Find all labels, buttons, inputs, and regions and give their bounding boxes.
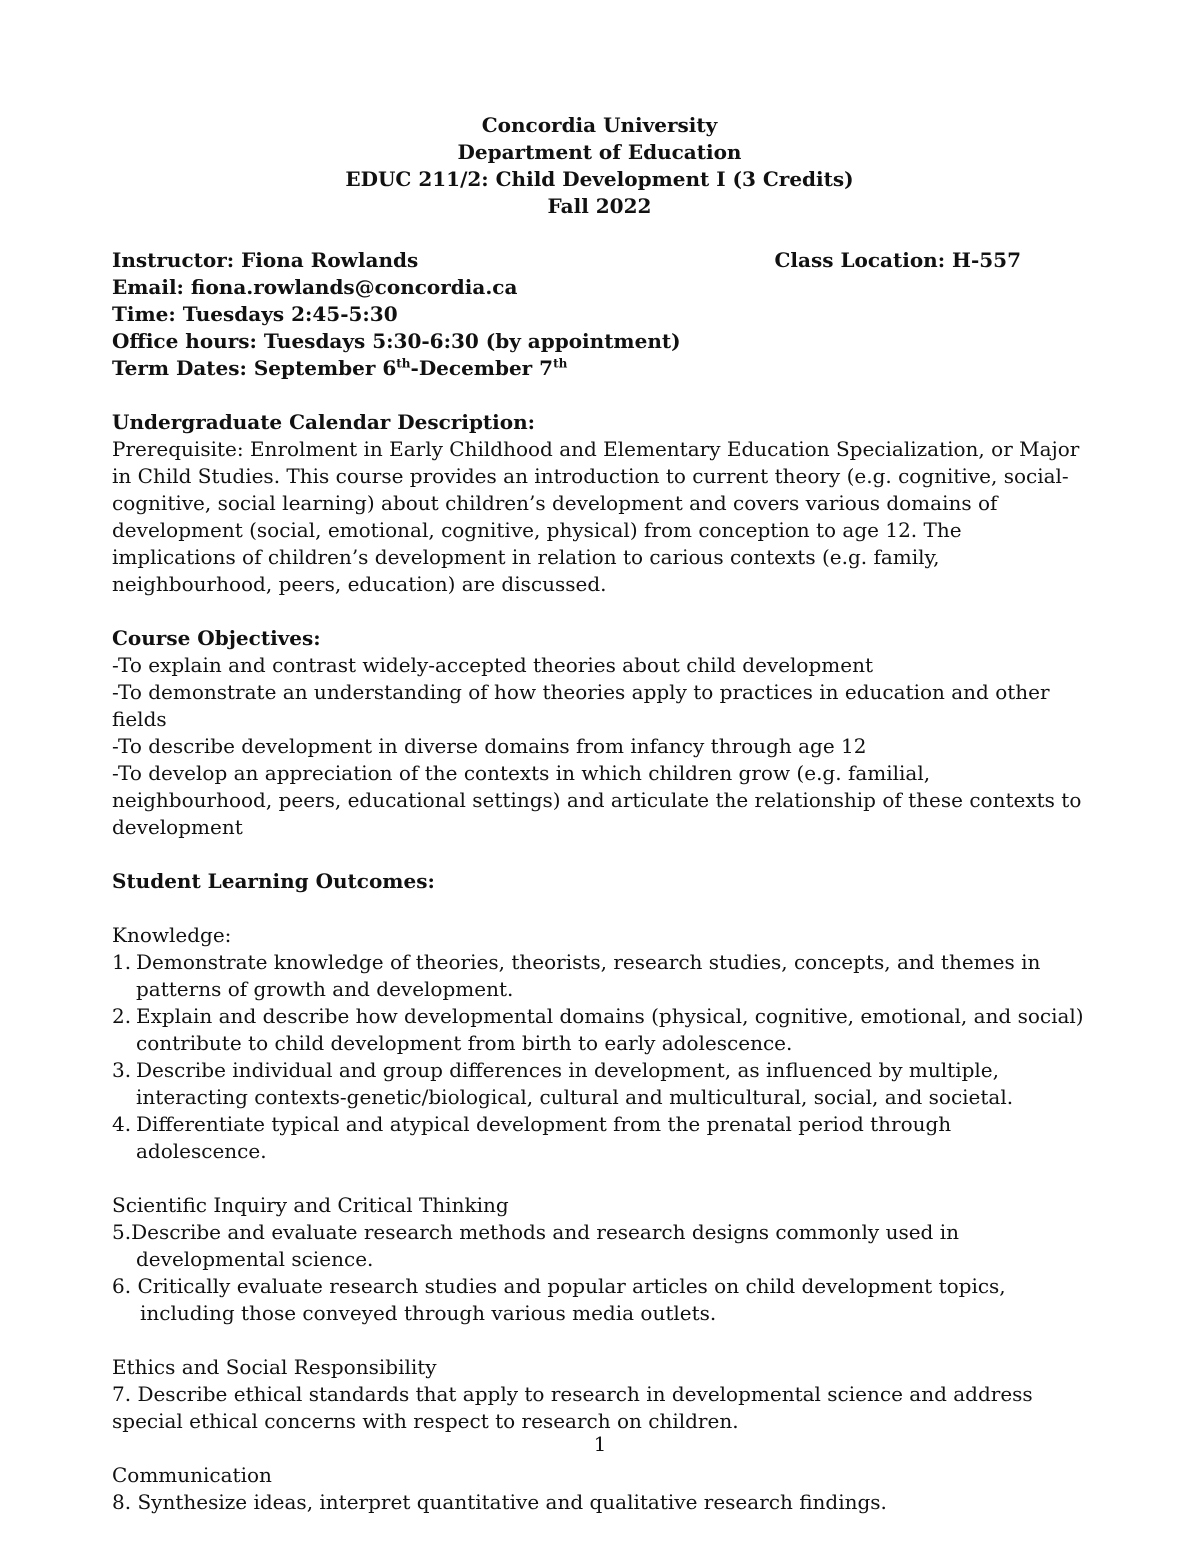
outcome-item [112, 1003, 1087, 1057]
objective-item: -To develop an appreciation of the contexts in which children grow (e.g. familial, neighbourhood, peers, educational settings) and articulate the relationship of these contexts to development [112, 761, 1082, 839]
outcome-item: 6. Critically evaluate research studies and popular articles on child development topics, including those conveyed through various media outlets. [112, 1274, 1006, 1325]
outcomes-heading: Student Learning Outcomes: [112, 869, 435, 893]
course-info [112, 247, 1087, 382]
outcome-item [112, 949, 1087, 1003]
instructor-line: Instructor: Fiona Rowlands [112, 248, 419, 272]
term-dates-line [112, 355, 1087, 382]
outcome-text: Explain and describe how developmental domains (physical, cognitive, emotional, and social) contribute to child development from birth to early adolescence. [136, 1004, 1084, 1055]
document-header [112, 112, 1087, 220]
outcome-number: 1. [112, 950, 132, 974]
class-location: Class Location: H-557 [774, 248, 1021, 272]
course-title: EDUC 211/2: Child Development I (3 Credits) [345, 167, 854, 191]
outcome-text: Describe individual and group differences in development, as influenced by multiple, interacting contexts-genetic/biological, cultural and multicultural, social, and societal. [136, 1058, 1014, 1109]
calendar-body: Prerequisite: Enrolment in Early Childhood and Elementary Education Specialization, or Major in Child Studies. This course provides an introduction to current theory (e.g. cognitive, social-cognitive, social learning) about children’s development and covers various domains of development (social, emotional, cognitive, physical) from conception to age 12. The implications of children’s development in relation to carious contexts (e.g. family, neighbourhood, peers, education) are discussed. [112, 437, 1080, 596]
term-dates-end: -December 7 [410, 356, 554, 380]
time-line: Time: Tuesdays 2:45-5:30 [112, 302, 398, 326]
objective-item: -To demonstrate an understanding of how theories apply to practices in education and other fields [112, 680, 1050, 731]
outcome-text: Differentiate typical and atypical development from the prenatal period through adolescence. [136, 1112, 952, 1163]
outcome-item [112, 1111, 1087, 1165]
term-dates-suffix-1: th [396, 356, 411, 371]
objective-item: -To describe development in diverse domains from infancy through age 12 [112, 734, 867, 758]
page-number: 1 [593, 1432, 607, 1456]
outcome-item: 5.Describe and evaluate research methods and research designs commonly used in developmental science. [112, 1220, 959, 1271]
objectives-heading: Course Objectives: [112, 626, 321, 650]
ethics-title: Ethics and Social Responsibility [112, 1355, 437, 1379]
term-dates-suffix-2: th [553, 356, 568, 371]
syllabus-page [112, 112, 1087, 1516]
outcome-number: 3. [112, 1058, 132, 1082]
term-label: Fall 2022 [547, 194, 652, 218]
calendar-description [112, 409, 1087, 598]
calendar-heading: Undergraduate Calendar Description: [112, 410, 536, 434]
outcome-item: 8. Synthesize ideas, interpret quantitative and qualitative research findings. [112, 1490, 887, 1514]
learning-outcomes [112, 868, 1087, 1516]
university-name: Concordia University [481, 113, 718, 137]
knowledge-section [112, 922, 1087, 1165]
inquiry-title: Scientific Inquiry and Critical Thinking [112, 1193, 509, 1217]
communication-section [112, 1462, 1087, 1516]
email-line: Email: fiona.rowlands@concordia.ca [112, 275, 518, 299]
objective-item: -To explain and contrast widely-accepted theories about child development [112, 653, 873, 677]
term-dates-start: Term Dates: September 6 [112, 356, 397, 380]
outcome-number: 2. [112, 1004, 132, 1028]
knowledge-title: Knowledge: [112, 923, 232, 947]
outcome-item [112, 1057, 1087, 1111]
communication-title: Communication [112, 1463, 272, 1487]
ethics-section [112, 1354, 1087, 1435]
outcome-number: 4. [112, 1112, 132, 1136]
outcome-text: Demonstrate knowledge of theories, theorists, research studies, concepts, and themes in patterns of growth and development. [136, 950, 1041, 1001]
office-hours-line: Office hours: Tuesdays 5:30-6:30 (by appointment) [112, 329, 681, 353]
course-objectives [112, 625, 1087, 841]
inquiry-section [112, 1192, 1087, 1327]
outcome-item: 7. Describe ethical standards that apply to research in developmental science and address special ethical concerns with respect to research on children. [112, 1382, 1033, 1433]
department-name: Department of Education [457, 140, 742, 164]
